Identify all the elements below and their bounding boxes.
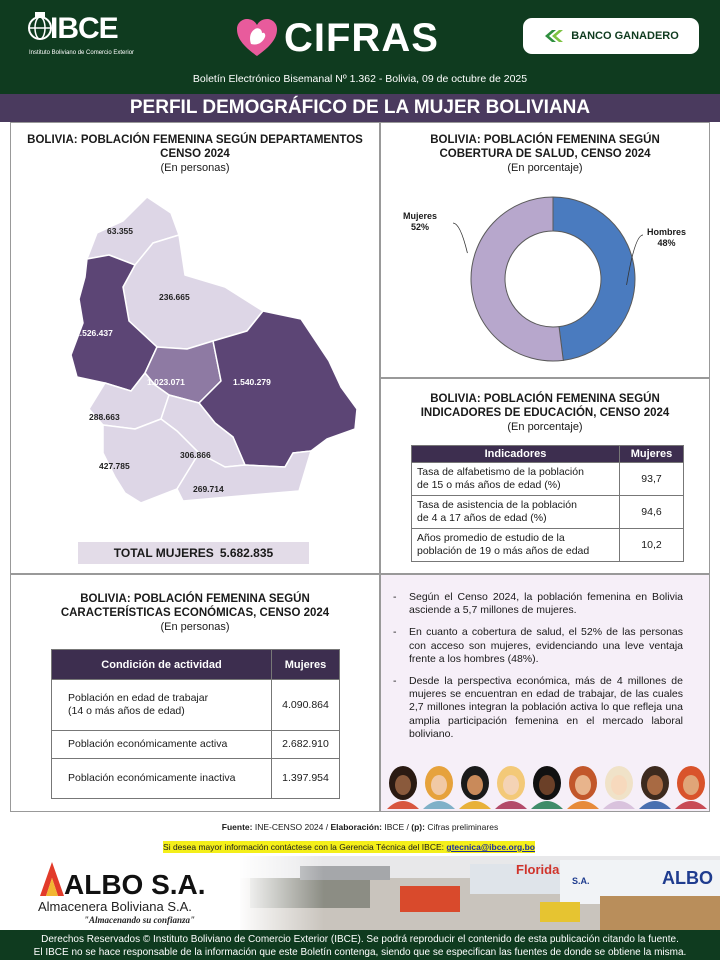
contact-text: Si desea mayor información contáctese con la Gerencia Técnica del IBCE: [163, 842, 444, 852]
woman-figure-icon [567, 766, 599, 809]
education-panel [380, 378, 710, 574]
economic-unit: (En personas) [160, 621, 230, 633]
woman-figure-icon [495, 766, 527, 809]
pie-label-mujeres [403, 211, 437, 233]
row-label-line1: Años promedio de estudio de la [417, 532, 565, 544]
row-value: 2.682.910 [272, 731, 340, 759]
value-chuquisaca: 306.866 [180, 450, 211, 460]
women-illustration [385, 765, 707, 809]
list-item: - En cuanto a cobertura de salud, el 52% de las personas con acceso son mujeres, evidenciando una leve ventaja frente a los hombres (48%). [409, 626, 683, 666]
source-label: Fuente: [221, 822, 253, 832]
woman-figure-icon [603, 766, 635, 809]
value-la-paz: 1.526.437 [75, 328, 113, 338]
woman-figure-icon [387, 766, 419, 809]
albo-advertisement[interactable] [0, 856, 720, 930]
donut-slice-hombres [553, 197, 635, 360]
table-row [52, 680, 340, 731]
contact-email-link[interactable]: gtecnica@ibce.org.bo [446, 842, 535, 852]
publication-name: CIFRAS [284, 15, 439, 60]
donut-slice-mujeres [471, 197, 563, 361]
pie-label-hombres-name: Hombres [647, 227, 687, 237]
cifras-logo [236, 14, 439, 62]
source-note [0, 822, 720, 832]
summary-list [409, 591, 683, 750]
row-value: 93,7 [620, 463, 684, 496]
row-label-line2: (14 o más años de edad) [68, 705, 185, 717]
education-table-header [412, 446, 684, 463]
map-title [11, 133, 379, 161]
summary-panel [380, 574, 710, 812]
economic-table [51, 649, 340, 799]
contact-bar [163, 841, 535, 853]
elaboration-text: IBCE / [384, 822, 409, 832]
row-label-line1: Tasa de alfabetismo de la población [417, 466, 584, 478]
ad-slogan: "Almacenando su confianza" [84, 915, 196, 925]
education-title [381, 392, 709, 420]
column-header: Indicadores [412, 446, 620, 463]
economic-title [11, 592, 379, 620]
sponsor-badge[interactable] [523, 18, 699, 54]
woman-figure-icon [531, 766, 563, 809]
row-value: 4.090.864 [272, 680, 340, 731]
health-coverage-panel [380, 122, 710, 378]
ad-brand: ALBO S.A. [64, 869, 206, 900]
value-potosi: 427.785 [99, 461, 130, 471]
health-unit: (En porcentaje) [507, 162, 583, 174]
column-header: Condición de actividad [52, 650, 272, 680]
copyright-bar [0, 930, 720, 960]
woman-figure-icon [459, 766, 491, 809]
row-label [412, 529, 620, 562]
table-row [52, 759, 340, 799]
copyright-line2: El IBCE no se hace responsable de la información que este Boletín contenga, siendo que se especifican las fuentes de donde se obtiene la misma. [33, 947, 687, 958]
economic-table-header [52, 650, 340, 680]
woman-figure-icon [423, 766, 455, 809]
health-title [381, 133, 709, 161]
table-row [412, 496, 684, 529]
education-title-line1: BOLIVIA: POBLACIÓN FEMENINA SEGÚN [430, 393, 660, 405]
total-women [78, 542, 309, 564]
row-value: 1.397.954 [272, 759, 340, 799]
education-title-line2: INDICADORES DE EDUCACIÓN, CENSO 2024 [420, 407, 670, 419]
leader-line-mujeres [453, 223, 467, 253]
economic-title-line2: CARACTERÍSTICAS ECONÓMICAS, CENSO 2024 [60, 607, 330, 619]
total-label: TOTAL MUJERES [113, 546, 214, 560]
row-label [412, 496, 620, 529]
woman-figure-icon [675, 766, 707, 809]
header [0, 0, 720, 94]
ibce-logo[interactable] [26, 10, 135, 64]
pie-label-hombres [647, 227, 686, 249]
row-value: 10,2 [620, 529, 684, 562]
list-item: - Desde la perspectiva económica, más de 4 millones de mujeres se encuentran en edad de trabajar, de las cuales 2,7 millones integran la población activa lo que refleja una amplia participación femenina en el mercado laboral boliviano. [409, 675, 683, 741]
main-title-bar [0, 94, 720, 122]
ad-sign-florida: Florida [516, 862, 560, 877]
elaboration-label: Elaboración: [330, 822, 382, 832]
table-row [52, 731, 340, 759]
row-label-line2: de 4 a 17 años de edad (%) [417, 512, 547, 524]
row-value: 94,6 [620, 496, 684, 529]
woman-figure-icon [639, 766, 671, 809]
education-unit: (En porcentaje) [507, 421, 583, 433]
map-unit: (En personas) [160, 162, 230, 174]
map-title-line2: CENSO 2024 [160, 148, 230, 160]
preliminary-label: (p): [411, 822, 425, 832]
preliminary-text: Cifras preliminares [427, 822, 499, 832]
source-text: INE-CENSO 2024 / [254, 822, 329, 832]
pie-label-mujeres-name: Mujeres [403, 211, 438, 221]
row-label [412, 463, 620, 496]
education-table [411, 445, 684, 562]
row-label: Población económicamente activa [52, 731, 272, 759]
row-label-line2: población de 19 o más años de edad [417, 545, 590, 557]
ibce-logo-text: IBCE [50, 12, 118, 45]
health-title-line2: COBERTURA DE SALUD, CENSO 2024 [439, 148, 651, 160]
pie-label-mujeres-value: 52% [411, 222, 430, 232]
heart-icon [236, 18, 278, 58]
ad-sign-sa: S.A. [572, 876, 590, 886]
ad-sign-albo: ALBO [662, 868, 713, 888]
column-header: Mujeres [620, 446, 684, 463]
column-header: Mujeres [272, 650, 340, 680]
economic-panel [10, 574, 380, 812]
table-row [412, 463, 684, 496]
albo-ad-graphic [0, 856, 720, 930]
value-santa-cruz: 1.540.279 [233, 377, 271, 387]
total-value: 5.682.835 [219, 546, 274, 560]
value-pando: 63.355 [107, 226, 133, 236]
sponsor-name: BANCO GANADERO [571, 30, 679, 42]
economic-title-line1: BOLIVIA: POBLACIÓN FEMENINA SEGÚN [80, 593, 310, 605]
pie-label-hombres-value: 48% [657, 238, 676, 248]
row-label-line1: Población en edad de trabajar [68, 692, 209, 704]
ibce-logo-subtitle: Instituto Boliviano de Comercio Exterior [29, 50, 135, 56]
value-cochabamba: 1.023.071 [147, 377, 185, 387]
row-label: Población económicamente inactiva [52, 759, 272, 799]
row-label-line2: de 15 o más años de edad (%) [417, 479, 561, 491]
value-beni: 236.665 [159, 292, 190, 302]
map-panel [10, 122, 380, 574]
banco-ganadero-icon [543, 29, 565, 43]
row-label [52, 680, 272, 731]
ad-company: Almacenera Boliviana S.A. [38, 899, 192, 914]
list-item: - Según el Censo 2024, la población femenina en Bolivia asciende a 5,7 millones de mujeres. [409, 591, 683, 617]
bulletin-info: Boletín Electrónico Bisemanal Nº 1.362 - Bolivia, 09 de octubre de 2025 [192, 73, 528, 85]
value-oruro: 288.663 [89, 412, 120, 422]
value-tarija: 269.714 [193, 484, 224, 494]
table-row [412, 529, 684, 562]
row-label-line1: Tasa de asistencia de la población [417, 499, 577, 511]
health-title-line1: BOLIVIA: POBLACIÓN FEMENINA SEGÚN [430, 134, 660, 146]
map-title-line1: BOLIVIA: POBLACIÓN FEMENINA SEGÚN DEPARTAMENTOS [27, 134, 363, 146]
copyright-line1: Derechos Reservados © Instituto Boliviano de Comercio Exterior (IBCE). Se podrá reproducir el contenido de esta publicación citando la fuente. [41, 934, 679, 945]
main-title: PERFIL DEMOGRÁFICO DE LA MUJER BOLIVIANA [129, 97, 591, 118]
